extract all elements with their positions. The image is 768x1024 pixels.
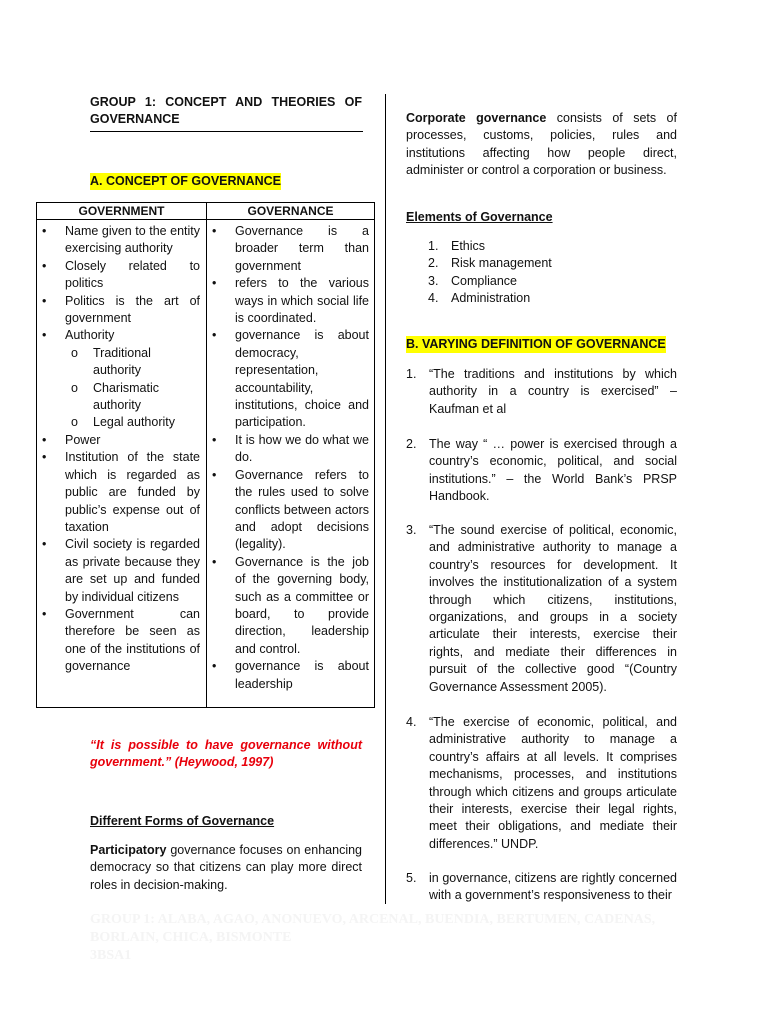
bullet-icon: •: [42, 432, 47, 447]
bullet-icon: •: [42, 258, 47, 273]
group-members-footer: [90, 911, 690, 965]
corporate-term: Corporate governance: [406, 111, 547, 125]
title-underline-rule: [90, 131, 363, 132]
definition-item: 5. in governance, citizens are rightly concerned with a government’s responsiveness to their: [406, 871, 677, 903]
list-item: • governance is about democracy, representation, accountability, institutions, choice and participation.: [212, 328, 369, 430]
list-item: • Institution of the state which is regarded as public are funded by public’s expense out of taxation: [42, 450, 200, 534]
bullet-icon: •: [212, 467, 217, 482]
bullet-icon: •: [212, 224, 217, 238]
bullet-icon: •: [42, 293, 47, 308]
section-a-heading: A. CONCEPT OF GOVERNANCE: [90, 173, 281, 190]
circle-bullet-icon: o: [71, 415, 78, 430]
list-item: • Governance is a broader term than government: [212, 224, 369, 273]
sub-list-item: o Traditional authority: [71, 345, 151, 378]
bullet-icon: •: [42, 328, 47, 343]
list-item: • Authority: [37, 327, 200, 344]
list-item: 1. Ethics: [428, 239, 486, 253]
circle-bullet-icon: o: [71, 380, 78, 395]
table-header-governance: GOVERNANCE: [207, 203, 374, 220]
definition-item: 2. The way “ … power is exercised through a country’s economic, political, and social institutions.” – the World Bank’s PRSP Handbook.: [406, 437, 677, 504]
elements-heading: Elements of Governance: [406, 210, 553, 224]
forms-of-governance-heading: Different Forms of Governance: [90, 814, 275, 828]
heywood-quote: “It is possible to have governance without government.” (Heywood, 1997): [90, 738, 362, 770]
list-item: 2. Risk management: [428, 256, 552, 271]
bullet-icon: •: [42, 537, 47, 552]
list-item: • Name given to the entity exercising authority: [42, 224, 200, 256]
bullet-icon: •: [42, 606, 47, 621]
list-item: • Governance is the job of the governing body, such as a committee or board, to provide direction, leadership and control.: [212, 554, 369, 656]
list-item: • governance is about leadership: [212, 659, 369, 691]
bullet-icon: •: [212, 328, 217, 343]
section-b-heading: B. VARYING DEFINITION OF GOVERNANCE: [406, 336, 666, 353]
government-column: [37, 223, 200, 676]
list-item: 3. Compliance: [428, 273, 518, 288]
comparison-table: [36, 202, 375, 708]
list-item: • Power: [37, 432, 200, 449]
list-item: • refers to the various ways in which social life is coordinated.: [212, 276, 369, 326]
footer-line: BORLAIN, CHICA, BISMONTE: [90, 930, 292, 945]
bullet-icon: •: [212, 276, 217, 291]
participatory-text: governance focuses on enhancing democracy so that citizens can play more direct roles in decision-making.: [90, 843, 362, 892]
elements-list: [428, 238, 552, 308]
participatory-paragraph: [90, 842, 362, 894]
footer-line: GROUP 1: ALABA, AGAO, ANONUEVO, ARCENAL, BUENDIA, BERTUMEN, CADENAS,: [90, 912, 656, 927]
definition-item: 3. “The sound exercise of political, economic, and administrative authority to manage a country’s resources for development. It involves the institutionalization of a system through which citizens, institutions, organizations, and groups in a society articulate their interests, exercise their rights, and mediate their differences in pursuit of the collective good “(Country Governance Assessment 2005).: [406, 523, 677, 694]
bullet-icon: •: [42, 450, 47, 465]
corporate-governance-paragraph: [406, 110, 677, 180]
sub-list-item: o Charismatic authority: [71, 380, 159, 413]
bullet-icon: •: [212, 659, 217, 674]
bullet-icon: •: [212, 432, 217, 447]
list-item: • Civil society is regarded as private because they are set up and funded by individual citizens: [42, 537, 200, 604]
list-item: • It is how we do what we do.: [212, 432, 369, 465]
bullet-icon: •: [212, 554, 217, 569]
page-title: GROUP 1: CONCEPT AND THEORIES OF GOVERNANCE: [90, 95, 362, 127]
table-header-government: GOVERNMENT: [37, 203, 206, 220]
list-item: • Government can therefore be seen as one of the institutions of governance: [42, 606, 200, 674]
column-divider: [385, 94, 386, 904]
list-item: • Closely related to politics: [42, 258, 200, 291]
bullet-icon: •: [42, 224, 47, 238]
footer-line: 3BSA1: [90, 948, 132, 963]
governance-column: [207, 223, 369, 693]
definition-item: 1. “The traditions and institutions by which authority in a country is exercised” – Kaufman et al: [406, 367, 677, 416]
definition-item: 4. “The exercise of economic, political, and administrative authority to manage a country’s affairs at all levels. It comprises mechanisms, processes, and institutions through which citizens and groups articulate their interests, exercise their legal rights, meet their obligations, and mediate their differences.” UNDP.: [406, 715, 677, 851]
list-item: • Governance refers to the rules used to solve conflicts between actors and adopt decisions (legality).: [212, 467, 369, 552]
sub-list-item: o Legal authority: [37, 414, 200, 431]
participatory-term: Participatory: [90, 843, 167, 857]
list-item: 4. Administration: [428, 291, 531, 306]
circle-bullet-icon: o: [71, 345, 78, 360]
list-item: • Politics is the art of government: [42, 293, 200, 326]
corporate-text: consists of sets of processes, customs, policies, rules and institutions affecting how people direct, administer or control a corporation or business.: [406, 111, 677, 178]
